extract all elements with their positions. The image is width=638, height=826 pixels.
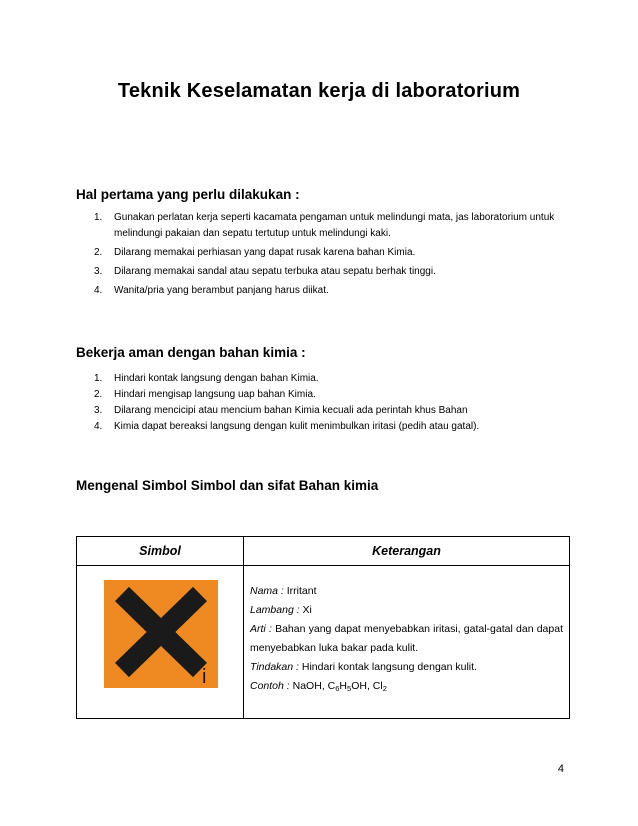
list-item: 1. Hindari kontak langsung dengan bahan Kimia. xyxy=(94,373,319,384)
table-row xyxy=(77,566,570,719)
list-item: 4. Wanita/pria yang berambut panjang harus diikat. xyxy=(94,285,329,296)
table-header-row xyxy=(77,537,570,566)
column-header-simbol: Simbol xyxy=(77,537,244,566)
contoh-line: Contoh : NaOH, $C_6H_5OH$, $Cl_2$ xyxy=(250,680,387,693)
irritant-x-icon xyxy=(104,580,218,688)
list-item: 2. Dilarang memakai perhiasan yang dapat rusak karena bahan Kimia. xyxy=(94,247,416,258)
symbol-letter: i xyxy=(202,666,207,688)
column-header-keterangan: Keterangan xyxy=(244,537,570,566)
symbol-cell xyxy=(77,566,244,719)
symbol-table xyxy=(76,536,570,719)
tindakan-line: Tindakan : Hindari kontak langsung dengan kulit. xyxy=(250,661,477,673)
section-heading-first-steps: Hal pertama yang perlu dilakukan : xyxy=(76,187,300,202)
list-item: 1. Gunakan perlatan kerja seperti kacamata pengaman untuk melindungi mata, jas laboratorium untuk melindungi pakaian dan sepatu tertutup untuk melindungi kaki. xyxy=(94,212,555,239)
lambang-line: Lambang : Xi xyxy=(250,604,312,616)
nama-line: Nama : Irritant xyxy=(250,585,317,597)
safe-work-list xyxy=(76,371,576,435)
arti-line: Arti : Bahan yang dapat menyebabkan iritasi, gatal-gatal dan dapat menyebabkan luka bakar pada kulit. xyxy=(250,623,563,654)
page-number: 4 xyxy=(557,763,564,775)
list-item: 3. Dilarang memakai sandal atau sepatu terbuka atau sepatu berhak tinggi. xyxy=(94,266,436,277)
list-item: 2. Hindari mengisap langsung uap bahan Kimia. xyxy=(94,389,316,400)
section-heading-symbols: Mengenal Simbol Simbol dan sifat Bahan kimia xyxy=(76,478,379,493)
page-title: Teknik Keselamatan kerja di laboratorium xyxy=(117,80,521,102)
list-item: 3. Dilarang mencicipi atau mencium bahan Kimia kecuali ada perintah khus Bahan xyxy=(94,405,468,416)
section-heading-safe-work: Bekerja aman dengan bahan kimia : xyxy=(76,345,306,360)
description-cell xyxy=(244,566,570,719)
first-steps-list xyxy=(76,210,576,299)
list-item: 4. Kimia dapat bereaksi langsung dengan kulit menimbulkan iritasi (pedih atau gatal). xyxy=(94,421,480,432)
